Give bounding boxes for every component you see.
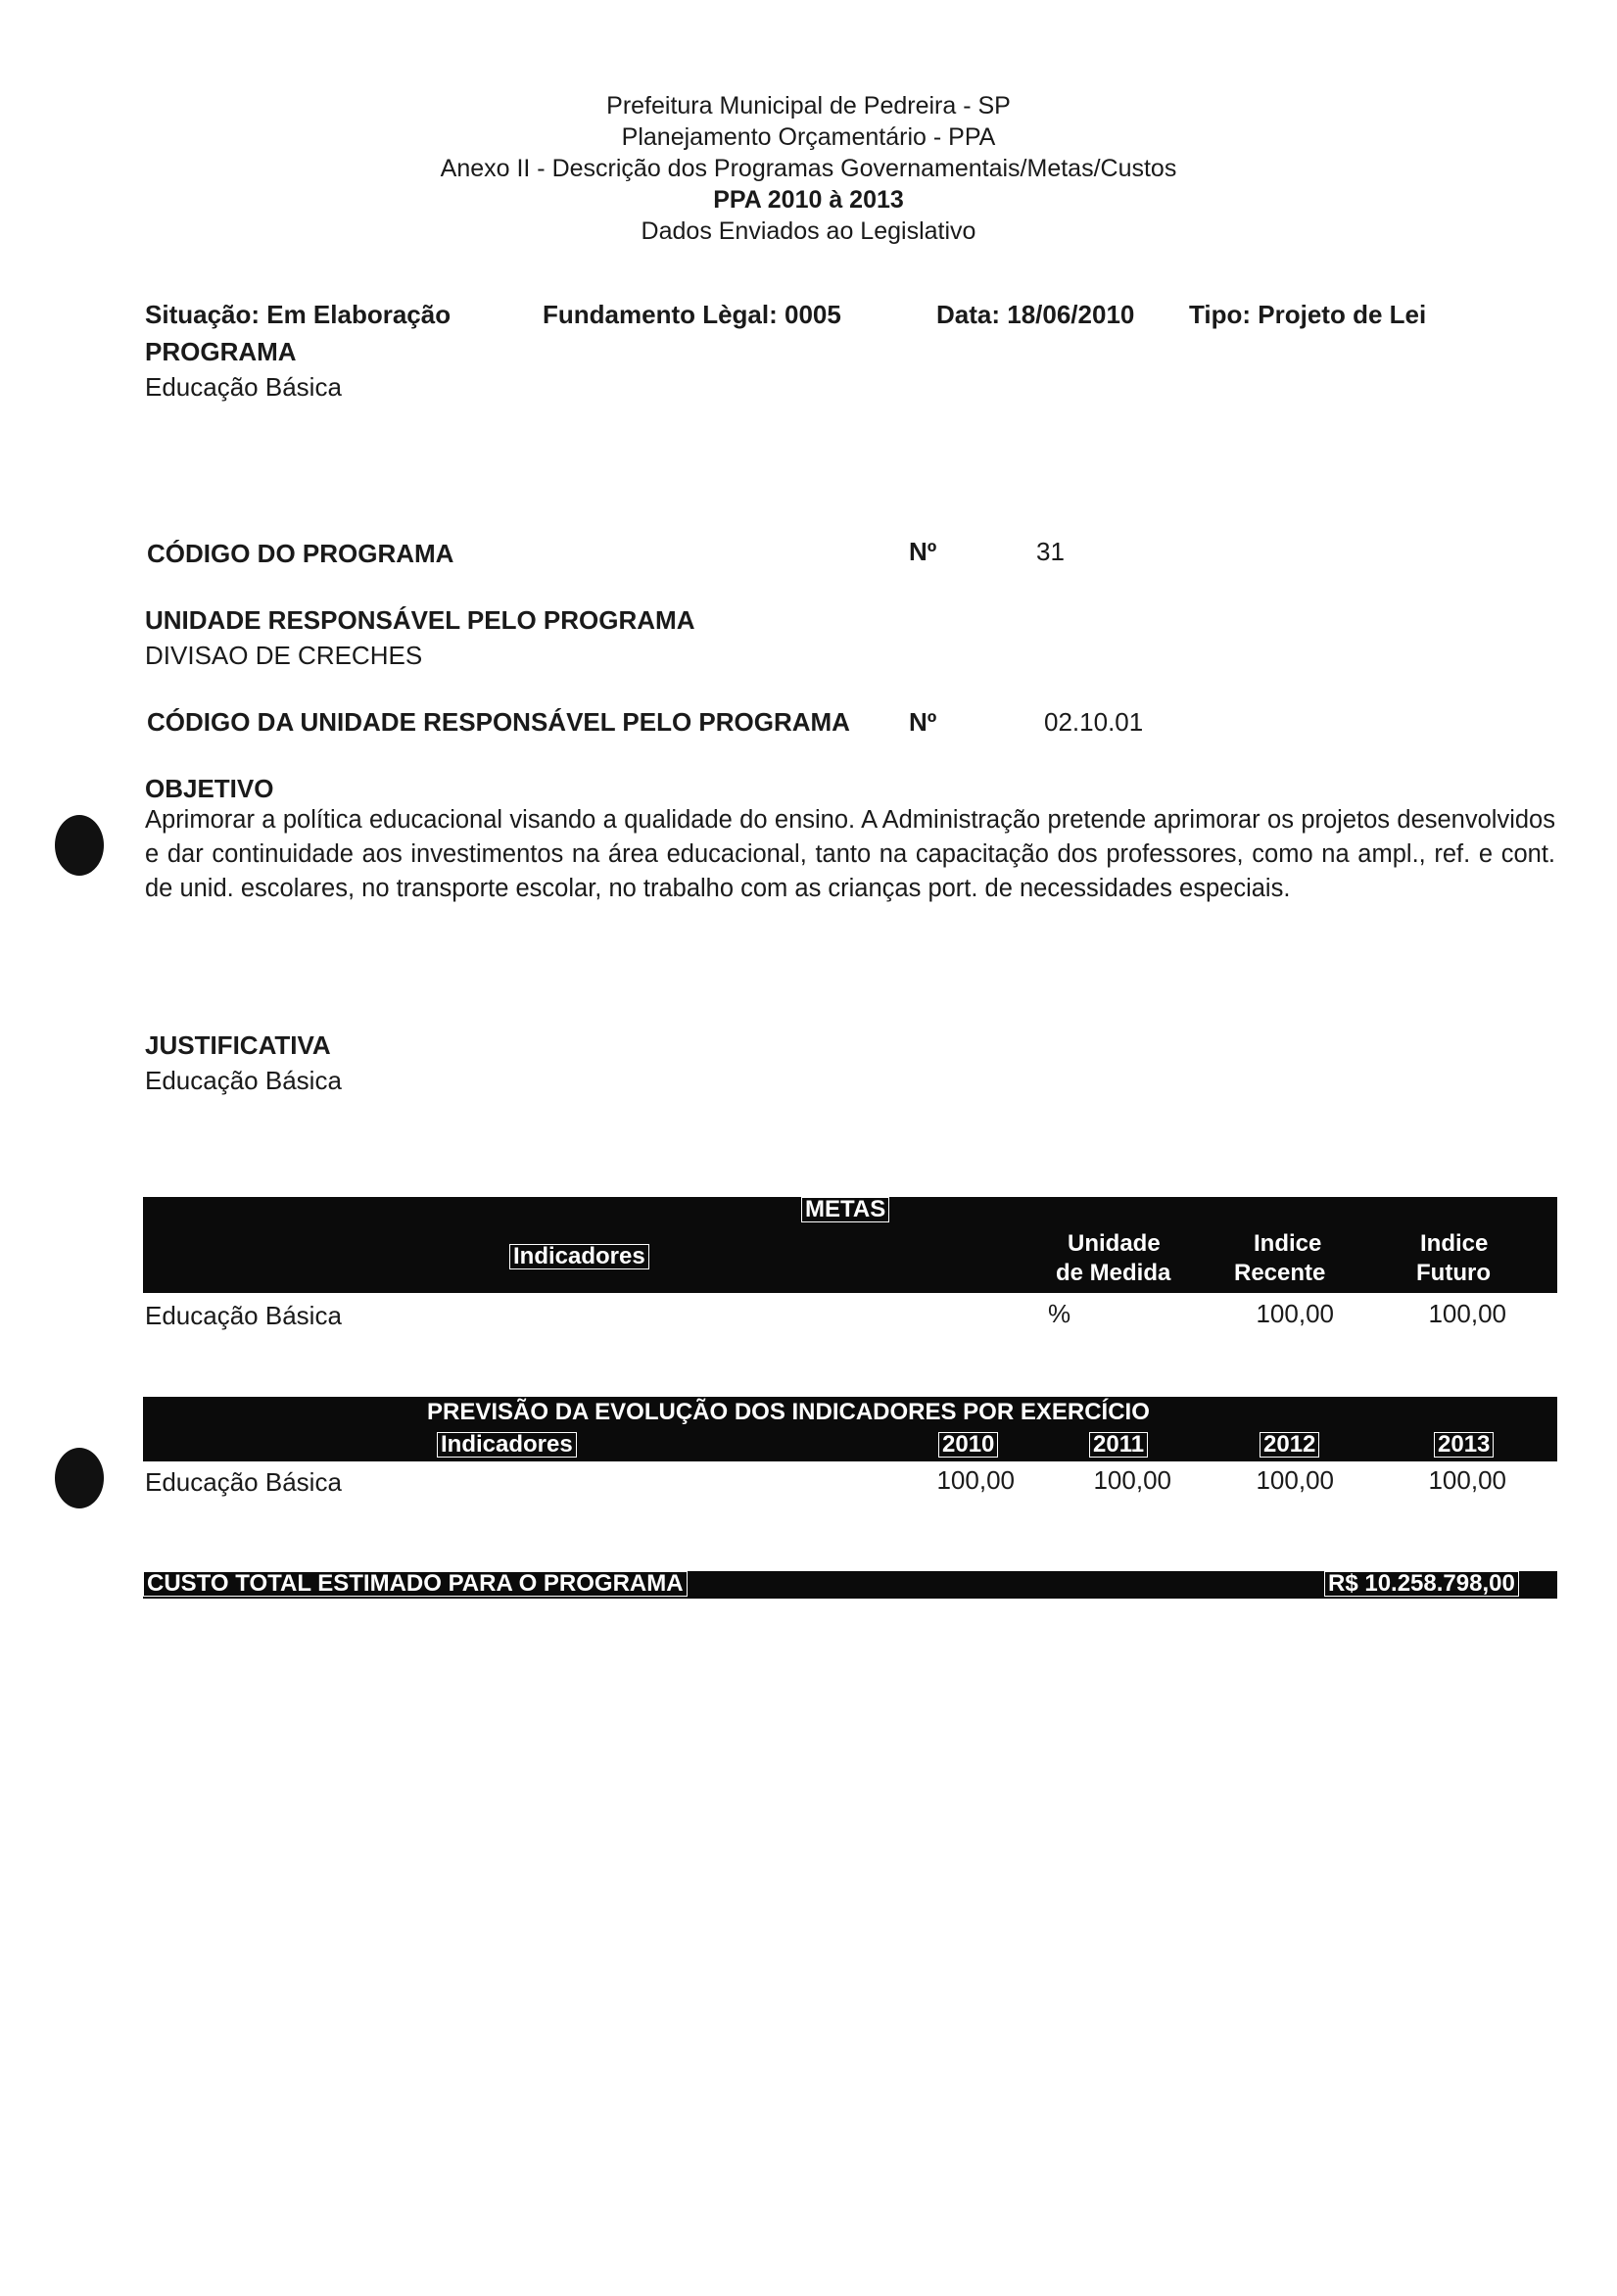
punch-hole-top xyxy=(55,815,104,876)
previsao-row-indicador: Educação Básica xyxy=(145,1467,342,1497)
codigo-programa-value: 31 xyxy=(1036,537,1065,566)
data-field: Data: 18/06/2010 xyxy=(936,300,1135,329)
metas-header-bar xyxy=(143,1197,1557,1293)
objetivo-label: OBJETIVO xyxy=(145,774,274,803)
previsao-header-bar xyxy=(143,1397,1557,1461)
codigo-programa-label: CÓDIGO DO PROGRAMA xyxy=(147,539,454,568)
previsao-row-value-2012: 100,00 xyxy=(1256,1465,1334,1495)
header-annex: Anexo II - Descrição dos Programas Governamentais/Metas/Custos xyxy=(440,155,1177,182)
metas-row-indice-recente: 100,00 xyxy=(1256,1299,1334,1328)
document-header xyxy=(0,90,1617,247)
header-legislative: Dados Enviados ao Legislativo xyxy=(641,217,976,245)
header-planning: Planejamento Orçamentário - PPA xyxy=(621,123,996,151)
metas-row-unidade: % xyxy=(1048,1299,1071,1328)
unidade-responsavel-label: UNIDADE RESPONSÁVEL PELO PROGRAMA xyxy=(145,605,695,635)
previsao-col-year-2011: 2011 xyxy=(1089,1432,1148,1458)
custo-total-bar xyxy=(143,1571,1557,1599)
programa-value: Educação Básica xyxy=(145,372,342,402)
metas-col-unidade-2: de Medida xyxy=(1056,1260,1171,1286)
codigo-unidade-label: CÓDIGO DA UNIDADE RESPONSÁVEL PELO PROGRAMA xyxy=(147,707,850,737)
metas-col-indicadores: Indicadores xyxy=(509,1244,649,1269)
metas-col-indice-recente-2: Recente xyxy=(1234,1260,1326,1286)
previsao-row-value-2010: 100,00 xyxy=(936,1465,1015,1495)
justificativa-label: JUSTIFICATIVA xyxy=(145,1030,331,1060)
metas-col-indice-recente-1: Indice xyxy=(1254,1230,1322,1257)
fundamento-legal-field: Fundamento Lègal: 0005 xyxy=(543,300,841,329)
header-municipality: Prefeitura Municipal de Pedreira - SP xyxy=(606,92,1011,120)
previsao-col-indicadores: Indicadores xyxy=(437,1432,577,1458)
metas-col-unidade-1: Unidade xyxy=(1068,1230,1161,1257)
previsao-row-value-2013: 100,00 xyxy=(1428,1465,1506,1495)
previsao-col-year-2012: 2012 xyxy=(1260,1432,1319,1458)
codigo-unidade-value: 02.10.01 xyxy=(1044,707,1144,737)
metas-row-indicador: Educação Básica xyxy=(145,1301,342,1330)
metas-row-indice-futuro: 100,00 xyxy=(1428,1299,1506,1328)
metas-title: METAS xyxy=(801,1197,889,1222)
codigo-programa-no-label: Nº xyxy=(909,537,937,566)
punch-hole-bottom xyxy=(55,1448,104,1508)
metas-col-indice-futuro-1: Indice xyxy=(1420,1230,1489,1257)
previsao-col-year-2013: 2013 xyxy=(1434,1432,1494,1458)
tipo-field: Tipo: Projeto de Lei xyxy=(1189,300,1427,329)
previsao-title: PREVISÃO DA EVOLUÇÃO DOS INDICADORES POR EXERCÍCIO xyxy=(427,1399,1150,1425)
custo-total-label: CUSTO TOTAL ESTIMADO PARA O PROGRAMA xyxy=(143,1571,688,1597)
programa-label: PROGRAMA xyxy=(145,337,297,366)
situacao-field: Situação: Em Elaboração xyxy=(145,300,452,329)
justificativa-value: Educação Básica xyxy=(145,1066,342,1095)
unidade-responsavel-value: DIVISAO DE CRECHES xyxy=(145,641,423,670)
custo-total-value: R$ 10.258.798,00 xyxy=(1324,1571,1519,1597)
codigo-unidade-no-label: Nº xyxy=(909,707,937,737)
metas-col-indice-futuro-2: Futuro xyxy=(1416,1260,1491,1286)
objetivo-text: Aprimorar a política educacional visando a qualidade do ensino. A Administração pretende aprimorar os projetos desenvolvidos e dar continuidade aos investimentos na área educacional, tanto na capacitação dos professores, como na ampl., ref. e cont. de unid. escolares, no transporte escolar, no trabalho com as crianças port. de necessidades especiais. xyxy=(145,806,1555,902)
previsao-col-year-2010: 2010 xyxy=(938,1432,998,1458)
previsao-row-value-2011: 100,00 xyxy=(1093,1465,1171,1495)
header-ppa-period: PPA 2010 à 2013 xyxy=(713,186,904,214)
